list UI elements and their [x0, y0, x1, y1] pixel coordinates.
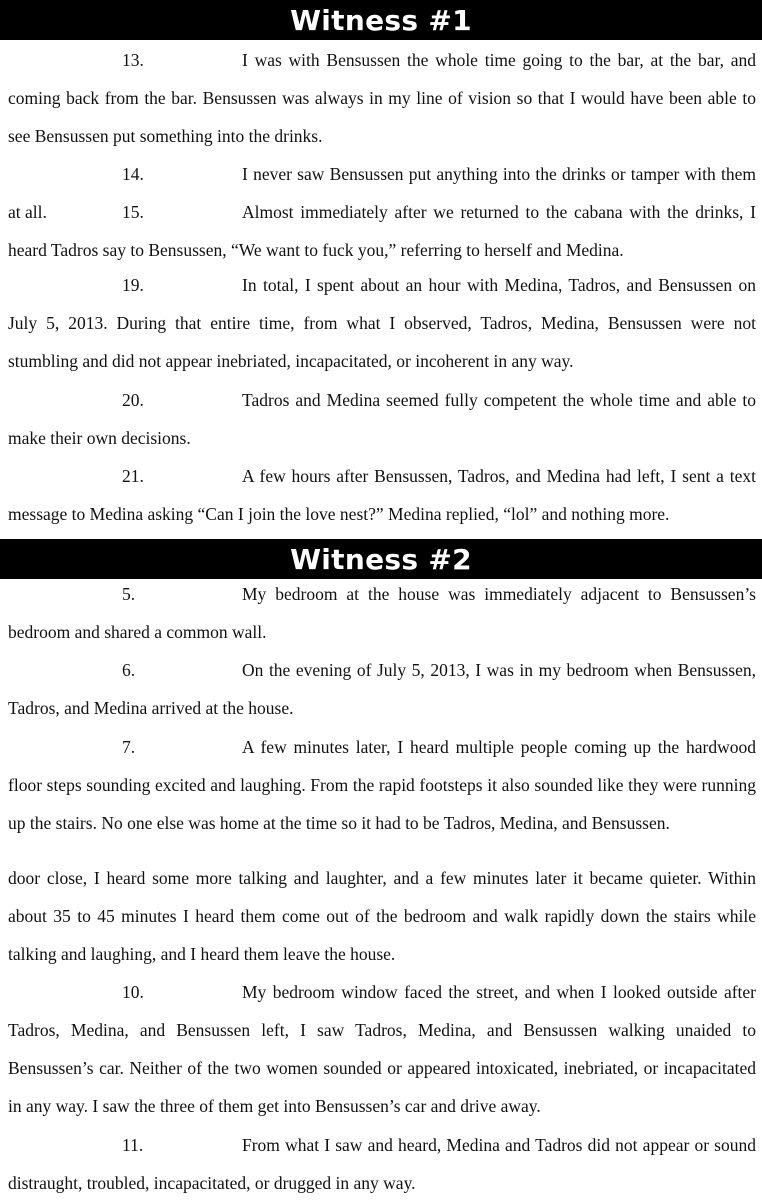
paragraph-number: 14.: [122, 164, 144, 184]
paragraph-number: 13.: [122, 50, 144, 70]
paragraph-continuation: [8, 859, 756, 973]
paragraph-text: A few minutes later, I heard multiple people coming up the hardwood floor steps sounding excited and laughing. From the rapid footsteps it also sounded like they were running up the stairs. No one else was home at the time so it had to be Tadros, Medina, and Bensussen.: [8, 737, 756, 833]
paragraph-text: I was with Bensussen the whole time going to the bar, at the bar, and coming back from the bar. Bensussen was always in my line of vision so that I would have been able to see Bensussen put something into the drinks.: [8, 50, 756, 146]
paragraph-text: door close, I heard some more talking and laughter, and a few minutes later it became quieter. Within about 35 to 45 minutes I heard them come out of the bedroom and walk rapidly down the stairs while talking and laughing, and I heard them leave the house.: [8, 868, 756, 964]
paragraph-text: A few hours after Bensussen, Tadros, and Medina had left, I sent a text message to Medina asking “Can I join the love nest?” Medina replied, “lol” and nothing more.: [8, 466, 756, 524]
paragraph-number: 6.: [122, 660, 136, 680]
paragraph-text: Tadros and Medina seemed fully competent the whole time and able to make their own decisions.: [8, 390, 756, 448]
paragraph-number: 21.: [122, 466, 144, 486]
paragraph-number: 10.: [122, 982, 144, 1002]
paragraph-text: My bedroom at the house was immediately adjacent to Bensussen’s bedroom and shared a common wall.: [8, 584, 756, 642]
paragraph-20: [8, 381, 756, 457]
paragraph-text: My bedroom window faced the street, and when I looked outside after Tadros, Medina, and Bensussen left, I saw Tadros, Medina, and Bensussen walking unaided to Bensussen’s car. Neither of the two women sounded or appeared intoxicated, inebriated, or incapacitated in any way. I saw the three of them get into Bensussen’s car and drive away.: [8, 982, 756, 1116]
witness-1-header: Witness #1: [0, 0, 762, 40]
paragraph-number: 19.: [122, 275, 144, 295]
paragraph-21: [8, 457, 756, 533]
paragraph-6: [8, 651, 756, 727]
paragraph-7: [8, 728, 756, 842]
paragraph-13: [8, 41, 756, 155]
paragraph-number: 20.: [122, 390, 144, 410]
paragraph-19: [8, 266, 756, 380]
paragraph-number: 7.: [122, 737, 136, 757]
paragraph-15: [8, 193, 756, 269]
paragraph-number: 15.: [122, 202, 144, 222]
paragraph-number: 5.: [122, 584, 136, 604]
paragraph-text: On the evening of July 5, 2013, I was in my bedroom when Bensussen, Tadros, and Medina arrived at the house.: [8, 660, 756, 718]
paragraph-text: From what I saw and heard, Medina and Tadros did not appear or sound distraught, troubled, incapacitated, or drugged in any way.: [8, 1135, 756, 1193]
witness-2-header: Witness #2: [0, 539, 762, 579]
paragraph-11: [8, 1126, 756, 1202]
paragraph-5: [8, 575, 756, 651]
paragraph-text: I never saw Bensussen put anything into the drinks or tamper with them at all.: [8, 164, 756, 222]
paragraph-10: [8, 973, 756, 1125]
paragraph-text: Almost immediately after we returned to the cabana with the drinks, I heard Tadros say to Bensussen, “We want to fuck you,” referring to herself and Medina.: [8, 202, 756, 260]
paragraph-text: In total, I spent about an hour with Medina, Tadros, and Bensussen on July 5, 2013. During that entire time, from what I observed, Tadros, Medina, Bensussen were not stumbling and did not appear inebriated, incapacitated, or incoherent in any way.: [8, 275, 756, 371]
paragraph-number: 11.: [122, 1135, 144, 1155]
